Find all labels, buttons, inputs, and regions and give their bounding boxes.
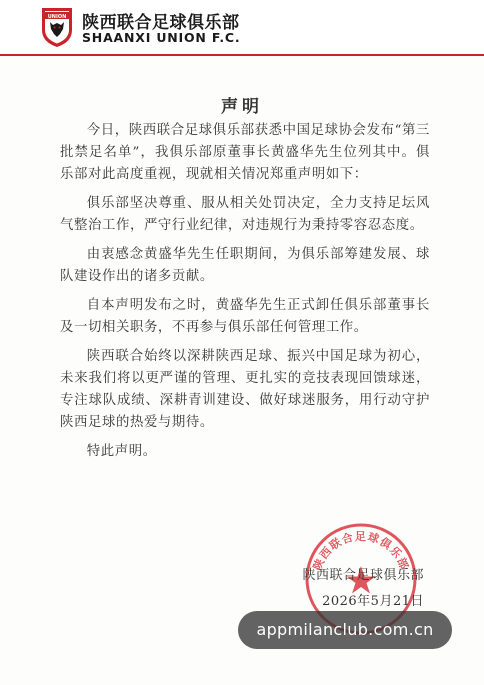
statement-body	[60, 120, 430, 470]
crest-label: UNION	[47, 13, 67, 20]
seal-text: 陕西联合足球俱乐部	[310, 530, 412, 573]
paragraph: 由衷感念黄盛华先生任职期间，为俱乐部筹建发展、球队建设作出的诸多贡献。	[60, 247, 430, 285]
signature-block	[302, 563, 424, 615]
paragraph: 陕西联合始终以深耕陕西足球、振兴中国足球为初心，未来我们将以更严谨的管理、更扎实的竞技表现回馈球迷，专注球队成绩、深耕青训建设、做好球迷服务，用行动守护陕西足球的热爱与期待。	[60, 348, 430, 431]
closing-line: 特此声明。	[86, 444, 157, 460]
signature-date: 2026年5月21日	[322, 594, 424, 609]
watermark-badge: appmilanclub.com.cn	[238, 611, 452, 649]
club-crest-icon	[40, 6, 74, 48]
signature-org: 陕西联合足球俱乐部	[302, 568, 424, 583]
club-name-en: SHAANXI UNION F.C.	[82, 30, 241, 45]
paragraph: 俱乐部坚决尊重、服从相关处罚决定，全力支持足坛风气整治工作，严守行业纪律，对违规行为秉持零容忍态度。	[60, 196, 430, 234]
club-name-cn: 陕西联合足球俱乐部	[82, 13, 240, 33]
paragraph: 自本声明发布之时，黄盛华先生正式卸任俱乐部董事长及一切相关职务，不再参与俱乐部任何管理工作。	[60, 297, 430, 336]
paragraph: 今日，陕西联合足球俱乐部获悉中国足球协会发布“第三批禁足名单”，我俱乐部原董事长黄盛华先生位列其中。俱乐部对此高度重视，现就相关情况郑重声明如下：	[60, 123, 431, 183]
document-title: 声明	[221, 97, 263, 117]
club-header	[0, 0, 484, 56]
